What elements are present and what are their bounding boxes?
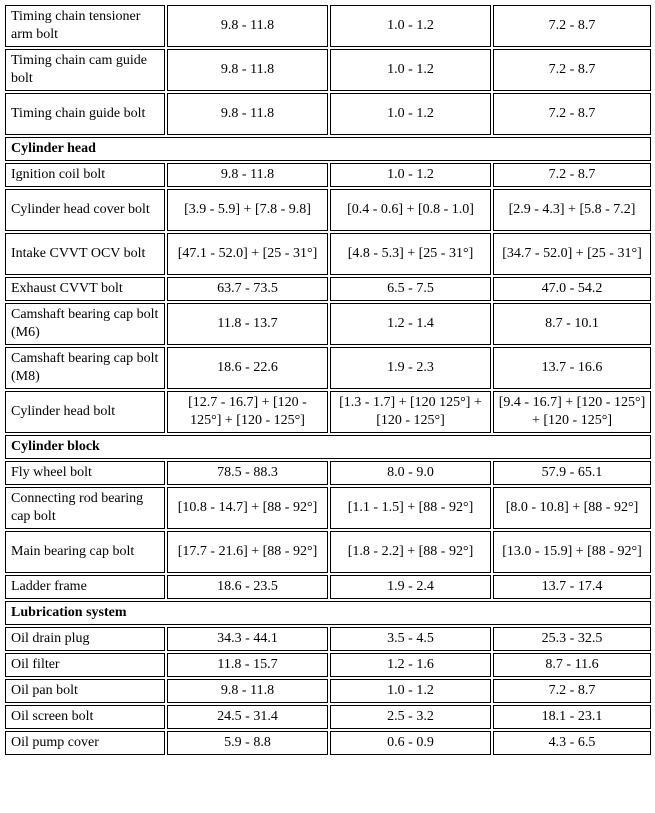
torque-value-cell: 1.0 - 1.2 (330, 49, 491, 91)
torque-value-cell: [17.7 - 21.6] + [88 - 92°] (167, 531, 328, 573)
torque-value-cell: 7.2 - 8.7 (493, 93, 651, 135)
component-name-cell: Oil screen bolt (5, 705, 165, 729)
table-row (5, 93, 651, 135)
torque-value-cell: 78.5 - 88.3 (167, 461, 328, 485)
torque-value-cell: 18.1 - 23.1 (493, 705, 651, 729)
table-row (5, 679, 651, 703)
component-name-cell: Oil pan bolt (5, 679, 165, 703)
component-name-cell: Main bearing cap bolt (5, 531, 165, 573)
torque-value-cell: 9.8 - 11.8 (167, 93, 328, 135)
torque-spec-table (3, 3, 653, 757)
component-name-cell: Fly wheel bolt (5, 461, 165, 485)
component-name-cell: Oil drain plug (5, 627, 165, 651)
torque-value-cell: 9.8 - 11.8 (167, 49, 328, 91)
torque-value-cell: 8.7 - 11.6 (493, 653, 651, 677)
torque-value-cell: 5.9 - 8.8 (167, 731, 328, 755)
section-header-row (5, 435, 651, 459)
torque-value-cell: 1.2 - 1.6 (330, 653, 491, 677)
component-name-cell: Timing chain tensioner arm bolt (5, 5, 165, 47)
torque-value-cell: [1.3 - 1.7] + [120 125°] + [120 - 125°] (330, 391, 491, 433)
table-row (5, 5, 651, 47)
component-name-cell: Ladder frame (5, 575, 165, 599)
component-name-cell: Oil pump cover (5, 731, 165, 755)
table-row (5, 731, 651, 755)
torque-value-cell: 1.0 - 1.2 (330, 679, 491, 703)
section-header-row (5, 137, 651, 161)
torque-value-cell: 3.5 - 4.5 (330, 627, 491, 651)
section-title: Lubrication system (5, 601, 651, 625)
torque-value-cell: 1.0 - 1.2 (330, 93, 491, 135)
torque-value-cell: [2.9 - 4.3] + [5.8 - 7.2] (493, 189, 651, 231)
component-name-cell: Exhaust CVVT bolt (5, 277, 165, 301)
torque-value-cell: [4.8 - 5.3] + [25 - 31°] (330, 233, 491, 275)
component-name-cell: Ignition coil bolt (5, 163, 165, 187)
component-name-cell: Camshaft bearing cap bolt (M6) (5, 303, 165, 345)
table-row (5, 49, 651, 91)
component-name-cell: Timing chain guide bolt (5, 93, 165, 135)
section-title: Cylinder head (5, 137, 651, 161)
torque-value-cell: 47.0 - 54.2 (493, 277, 651, 301)
torque-value-cell: 34.3 - 44.1 (167, 627, 328, 651)
torque-value-cell: 1.9 - 2.4 (330, 575, 491, 599)
component-name-cell: Intake CVVT OCV bolt (5, 233, 165, 275)
torque-value-cell: [34.7 - 52.0] + [25 - 31°] (493, 233, 651, 275)
section-title: Cylinder block (5, 435, 651, 459)
torque-value-cell: [13.0 - 15.9] + [88 - 92°] (493, 531, 651, 573)
torque-value-cell: [1.1 - 1.5] + [88 - 92°] (330, 487, 491, 529)
component-name-cell: Cylinder head bolt (5, 391, 165, 433)
torque-value-cell: 9.8 - 11.8 (167, 163, 328, 187)
torque-value-cell: 63.7 - 73.5 (167, 277, 328, 301)
table-row (5, 627, 651, 651)
torque-value-cell: 9.8 - 11.8 (167, 5, 328, 47)
torque-value-cell: [9.4 - 16.7] + [120 - 125°] + [120 - 125°] (493, 391, 651, 433)
component-name-cell: Camshaft bearing cap bolt (M8) (5, 347, 165, 389)
torque-value-cell: 1.0 - 1.2 (330, 163, 491, 187)
table-row (5, 303, 651, 345)
torque-value-cell: 11.8 - 13.7 (167, 303, 328, 345)
component-name-cell: Timing chain cam guide bolt (5, 49, 165, 91)
torque-value-cell: 13.7 - 16.6 (493, 347, 651, 389)
torque-value-cell: 7.2 - 8.7 (493, 679, 651, 703)
table-row (5, 531, 651, 573)
torque-value-cell: 9.8 - 11.8 (167, 679, 328, 703)
torque-value-cell: 7.2 - 8.7 (493, 5, 651, 47)
torque-value-cell: 1.0 - 1.2 (330, 5, 491, 47)
torque-value-cell: 18.6 - 23.5 (167, 575, 328, 599)
table-row (5, 461, 651, 485)
torque-value-cell: 4.3 - 6.5 (493, 731, 651, 755)
table-row (5, 391, 651, 433)
torque-value-cell: 8.0 - 9.0 (330, 461, 491, 485)
torque-value-cell: 0.6 - 0.9 (330, 731, 491, 755)
table-row (5, 575, 651, 599)
torque-value-cell: 25.3 - 32.5 (493, 627, 651, 651)
torque-value-cell: [47.1 - 52.0] + [25 - 31°] (167, 233, 328, 275)
table-row (5, 653, 651, 677)
component-name-cell: Oil filter (5, 653, 165, 677)
torque-value-cell: 1.2 - 1.4 (330, 303, 491, 345)
torque-value-cell: 11.8 - 15.7 (167, 653, 328, 677)
torque-value-cell: 1.9 - 2.3 (330, 347, 491, 389)
torque-value-cell: 57.9 - 65.1 (493, 461, 651, 485)
torque-value-cell: [3.9 - 5.9] + [7.8 - 9.8] (167, 189, 328, 231)
section-header-row (5, 601, 651, 625)
torque-value-cell: 6.5 - 7.5 (330, 277, 491, 301)
table-row (5, 347, 651, 389)
table-row (5, 189, 651, 231)
table-row (5, 487, 651, 529)
torque-value-cell: 24.5 - 31.4 (167, 705, 328, 729)
torque-value-cell: [0.4 - 0.6] + [0.8 - 1.0] (330, 189, 491, 231)
torque-value-cell: [12.7 - 16.7] + [120 - 125°] + [120 - 125°] (167, 391, 328, 433)
torque-value-cell: 8.7 - 10.1 (493, 303, 651, 345)
table-row (5, 163, 651, 187)
table-row (5, 277, 651, 301)
table-row (5, 233, 651, 275)
component-name-cell: Connecting rod bearing cap bolt (5, 487, 165, 529)
table-row (5, 705, 651, 729)
component-name-cell: Cylinder head cover bolt (5, 189, 165, 231)
table-body (5, 5, 651, 755)
torque-value-cell: 13.7 - 17.4 (493, 575, 651, 599)
torque-value-cell: 7.2 - 8.7 (493, 49, 651, 91)
torque-value-cell: [1.8 - 2.2] + [88 - 92°] (330, 531, 491, 573)
torque-value-cell: [10.8 - 14.7] + [88 - 92°] (167, 487, 328, 529)
torque-value-cell: 2.5 - 3.2 (330, 705, 491, 729)
torque-value-cell: 18.6 - 22.6 (167, 347, 328, 389)
torque-value-cell: [8.0 - 10.8] + [88 - 92°] (493, 487, 651, 529)
torque-value-cell: 7.2 - 8.7 (493, 163, 651, 187)
